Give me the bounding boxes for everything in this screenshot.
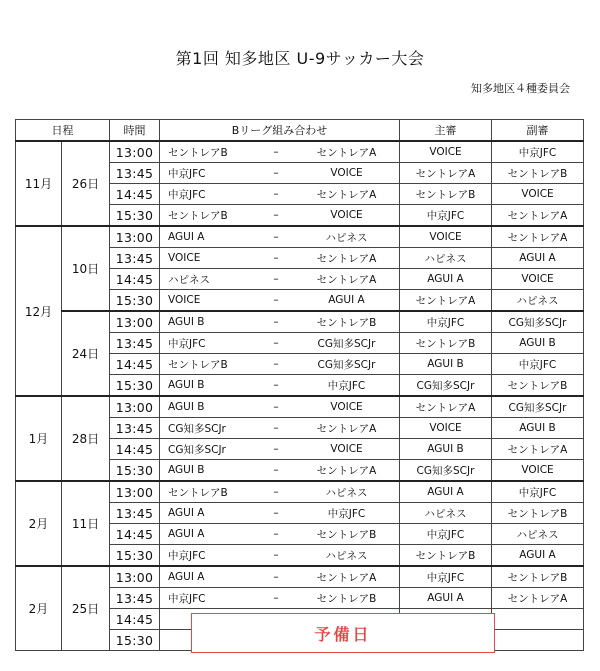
page-title: 第1回 知多地区 U-9サッカー大会	[175, 49, 425, 68]
match-row	[16, 566, 584, 588]
home-team: セントレアB	[168, 486, 228, 499]
matchup-cell	[160, 481, 400, 503]
matchup-cell	[160, 439, 400, 460]
matchup-cell	[160, 226, 400, 248]
away-team: ハピネス	[325, 549, 368, 562]
chief-referee-cell: 中京JFC	[400, 205, 492, 227]
away-team: セントレアB	[316, 316, 377, 329]
assistant-referee-cell: 中京JFC	[492, 481, 584, 503]
away-team: CG知多SCJr	[317, 337, 376, 350]
versus-dash: –	[273, 146, 279, 158]
home-team: セントレアB	[168, 209, 228, 222]
home-team: VOICE	[168, 252, 201, 264]
chief-referee-cell: VOICE	[400, 226, 492, 248]
matchup-cell	[160, 545, 400, 567]
matchup-cell	[160, 354, 400, 375]
chief-referee-cell: 中京JFC	[400, 311, 492, 333]
time-cell: 13:45	[110, 588, 160, 609]
assistant-referee-cell: AGUI A	[492, 248, 584, 269]
time-cell: 14:45	[110, 609, 160, 630]
matchup-cell	[160, 375, 400, 397]
matchup-cell	[160, 248, 400, 269]
time-cell: 15:30	[110, 205, 160, 227]
assistant-referee-cell: セントレアA	[492, 439, 584, 460]
chief-referee-cell: CG知多SCJr	[400, 460, 492, 482]
away-team: セントレアA	[316, 422, 377, 435]
day-cell: 25日	[62, 566, 110, 651]
month-cell: 2月	[16, 481, 62, 566]
time-cell: 14:45	[110, 524, 160, 545]
reserve-day-label: 予備日	[314, 624, 372, 644]
versus-dash: –	[273, 209, 279, 221]
versus-dash: –	[273, 592, 279, 604]
versus-dash: –	[273, 337, 279, 349]
assistant-referee-cell: ハピネス	[492, 524, 584, 545]
organizer-label: 知多地区４種委員会	[471, 82, 570, 95]
assistant-referee-cell: VOICE	[492, 460, 584, 482]
away-team: VOICE	[330, 401, 363, 413]
versus-dash: –	[273, 422, 279, 434]
time-cell: 15:30	[110, 290, 160, 312]
home-team: 中京JFC	[168, 549, 206, 562]
away-team: セントレアA	[316, 273, 377, 286]
assistant-referee-cell: セントレアA	[492, 205, 584, 227]
time-cell: 13:45	[110, 503, 160, 524]
chief-referee-cell: セントレアA	[400, 396, 492, 418]
header-match: Bリーグ組み合わせ	[160, 120, 400, 142]
assistant-referee-cell	[492, 609, 584, 630]
matchup-cell	[160, 566, 400, 588]
time-cell: 14:45	[110, 269, 160, 290]
home-team: VOICE	[168, 294, 201, 306]
matchup-cell	[160, 205, 400, 227]
away-team: セントレアA	[316, 252, 377, 265]
match-row	[16, 396, 584, 418]
time-cell: 13:45	[110, 418, 160, 439]
month-cell: 11月	[16, 141, 62, 226]
away-team: VOICE	[330, 209, 363, 221]
versus-dash: –	[273, 252, 279, 264]
assistant-referee-cell: AGUI B	[492, 418, 584, 439]
home-team: AGUI A	[168, 507, 205, 519]
chief-referee-cell: 中京JFC	[400, 524, 492, 545]
time-cell: 13:00	[110, 141, 160, 163]
chief-referee-cell: CG知多SCJr	[400, 375, 492, 397]
versus-dash: –	[273, 231, 279, 243]
assistant-referee-cell: セントレアA	[492, 588, 584, 609]
away-team: ハピネス	[325, 486, 368, 499]
home-team: AGUI A	[168, 571, 205, 583]
home-team: 中京JFC	[168, 592, 206, 605]
versus-dash: –	[273, 379, 279, 391]
chief-referee-cell: セントレアB	[400, 333, 492, 354]
time-cell: 15:30	[110, 375, 160, 397]
time-cell: 13:00	[110, 311, 160, 333]
home-team: 中京JFC	[168, 188, 206, 201]
month-cell: 2月	[16, 566, 62, 651]
away-team: VOICE	[330, 443, 363, 455]
matchup-cell	[160, 311, 400, 333]
matchup-cell	[160, 418, 400, 439]
versus-dash: –	[273, 273, 279, 285]
header-date: 日程	[16, 120, 110, 142]
chief-referee-cell: セントレアA	[400, 290, 492, 312]
header-row	[16, 120, 584, 142]
assistant-referee-cell: VOICE	[492, 184, 584, 205]
day-cell: 11日	[62, 481, 110, 566]
away-team: CG知多SCJr	[317, 358, 376, 371]
assistant-referee-cell: セントレアB	[492, 375, 584, 397]
matchup-cell	[160, 396, 400, 418]
chief-referee-cell: セントレアB	[400, 184, 492, 205]
time-cell: 14:45	[110, 439, 160, 460]
home-team: 中京JFC	[168, 167, 206, 180]
chief-referee-cell: VOICE	[400, 141, 492, 163]
away-team: セントレアA	[316, 571, 377, 584]
home-team: セントレアB	[168, 146, 228, 159]
assistant-referee-cell: 中京JFC	[492, 141, 584, 163]
chief-referee-cell: AGUI A	[400, 481, 492, 503]
matchup-cell	[160, 333, 400, 354]
home-team: AGUI A	[168, 231, 205, 243]
versus-dash: –	[273, 549, 279, 561]
chief-referee-cell: セントレアA	[400, 163, 492, 184]
header-assistant-referee: 副審	[492, 120, 584, 142]
matchup-cell	[160, 269, 400, 290]
matchup-cell	[160, 163, 400, 184]
home-team: AGUI A	[168, 528, 205, 540]
time-cell: 15:30	[110, 545, 160, 567]
time-cell: 15:30	[110, 460, 160, 482]
away-team: 中京JFC	[327, 379, 366, 392]
time-cell: 14:45	[110, 354, 160, 375]
chief-referee-cell: 中京JFC	[400, 566, 492, 588]
home-team: セントレアB	[168, 358, 228, 371]
chief-referee-cell: ハピネス	[400, 248, 492, 269]
versus-dash: –	[273, 188, 279, 200]
assistant-referee-cell: CG知多SCJr	[492, 396, 584, 418]
assistant-referee-cell: AGUI B	[492, 333, 584, 354]
away-team: VOICE	[330, 167, 363, 179]
versus-dash: –	[273, 507, 279, 519]
month-cell: 1月	[16, 396, 62, 481]
assistant-referee-cell: セントレアB	[492, 566, 584, 588]
assistant-referee-cell: CG知多SCJr	[492, 311, 584, 333]
away-team: AGUI A	[328, 294, 365, 306]
assistant-referee-cell: VOICE	[492, 269, 584, 290]
chief-referee-cell: AGUI A	[400, 269, 492, 290]
matchup-cell	[160, 588, 400, 609]
home-team: AGUI B	[168, 379, 205, 391]
versus-dash: –	[273, 528, 279, 540]
away-team: セントレアA	[316, 464, 377, 477]
matchup-cell	[160, 141, 400, 163]
schedule-table	[15, 119, 584, 651]
day-cell: 24日	[62, 311, 110, 396]
match-row	[16, 311, 584, 333]
versus-dash: –	[273, 316, 279, 328]
time-cell: 13:45	[110, 333, 160, 354]
versus-dash: –	[273, 167, 279, 179]
matchup-cell	[160, 184, 400, 205]
month-cell: 12月	[16, 226, 62, 396]
time-cell: 13:45	[110, 248, 160, 269]
away-team: セントレアA	[316, 146, 377, 159]
day-cell: 26日	[62, 141, 110, 226]
header-chief-referee: 主審	[400, 120, 492, 142]
assistant-referee-cell: セントレアA	[492, 226, 584, 248]
home-team: ハピネス	[168, 273, 210, 286]
time-cell: 13:00	[110, 396, 160, 418]
home-team: CG知多SCJr	[168, 443, 226, 456]
home-team: AGUI B	[168, 464, 205, 476]
matchup-cell	[160, 290, 400, 312]
home-team: CG知多SCJr	[168, 422, 226, 435]
away-team: セントレアB	[316, 528, 377, 541]
time-cell: 14:45	[110, 184, 160, 205]
match-row	[16, 481, 584, 503]
home-team: AGUI B	[168, 401, 205, 413]
assistant-referee-cell: セントレアB	[492, 503, 584, 524]
versus-dash: –	[273, 294, 279, 306]
chief-referee-cell: ハピネス	[400, 503, 492, 524]
matchup-cell	[160, 503, 400, 524]
assistant-referee-cell: AGUI A	[492, 545, 584, 567]
time-cell: 13:00	[110, 481, 160, 503]
away-team: 中京JFC	[327, 507, 366, 520]
time-cell: 15:30	[110, 630, 160, 651]
away-team: セントレアB	[316, 592, 377, 605]
time-cell: 13:45	[110, 163, 160, 184]
versus-dash: –	[273, 464, 279, 476]
matchup-cell	[160, 524, 400, 545]
assistant-referee-cell	[492, 630, 584, 651]
match-row	[16, 141, 584, 163]
chief-referee-cell: AGUI A	[400, 588, 492, 609]
assistant-referee-cell: セントレアB	[492, 163, 584, 184]
time-cell: 13:00	[110, 566, 160, 588]
home-team: AGUI B	[168, 316, 205, 328]
versus-dash: –	[273, 358, 279, 370]
chief-referee-cell: VOICE	[400, 418, 492, 439]
versus-dash: –	[273, 486, 279, 498]
versus-dash: –	[273, 571, 279, 583]
chief-referee-cell: AGUI B	[400, 439, 492, 460]
away-team: ハピネス	[325, 231, 368, 244]
assistant-referee-cell: ハピネス	[492, 290, 584, 312]
versus-dash: –	[273, 443, 279, 455]
assistant-referee-cell: 中京JFC	[492, 354, 584, 375]
chief-referee-cell: セントレアB	[400, 545, 492, 567]
day-cell: 10日	[62, 226, 110, 311]
matchup-cell	[160, 460, 400, 482]
home-team: 中京JFC	[168, 337, 206, 350]
time-cell: 13:00	[110, 226, 160, 248]
match-row	[16, 226, 584, 248]
away-team: セントレアA	[316, 188, 377, 201]
chief-referee-cell: AGUI B	[400, 354, 492, 375]
header-time: 時間	[110, 120, 160, 142]
reserve-day-box	[191, 613, 495, 653]
day-cell: 28日	[62, 396, 110, 481]
schedule-body	[16, 141, 584, 651]
versus-dash: –	[273, 401, 279, 413]
